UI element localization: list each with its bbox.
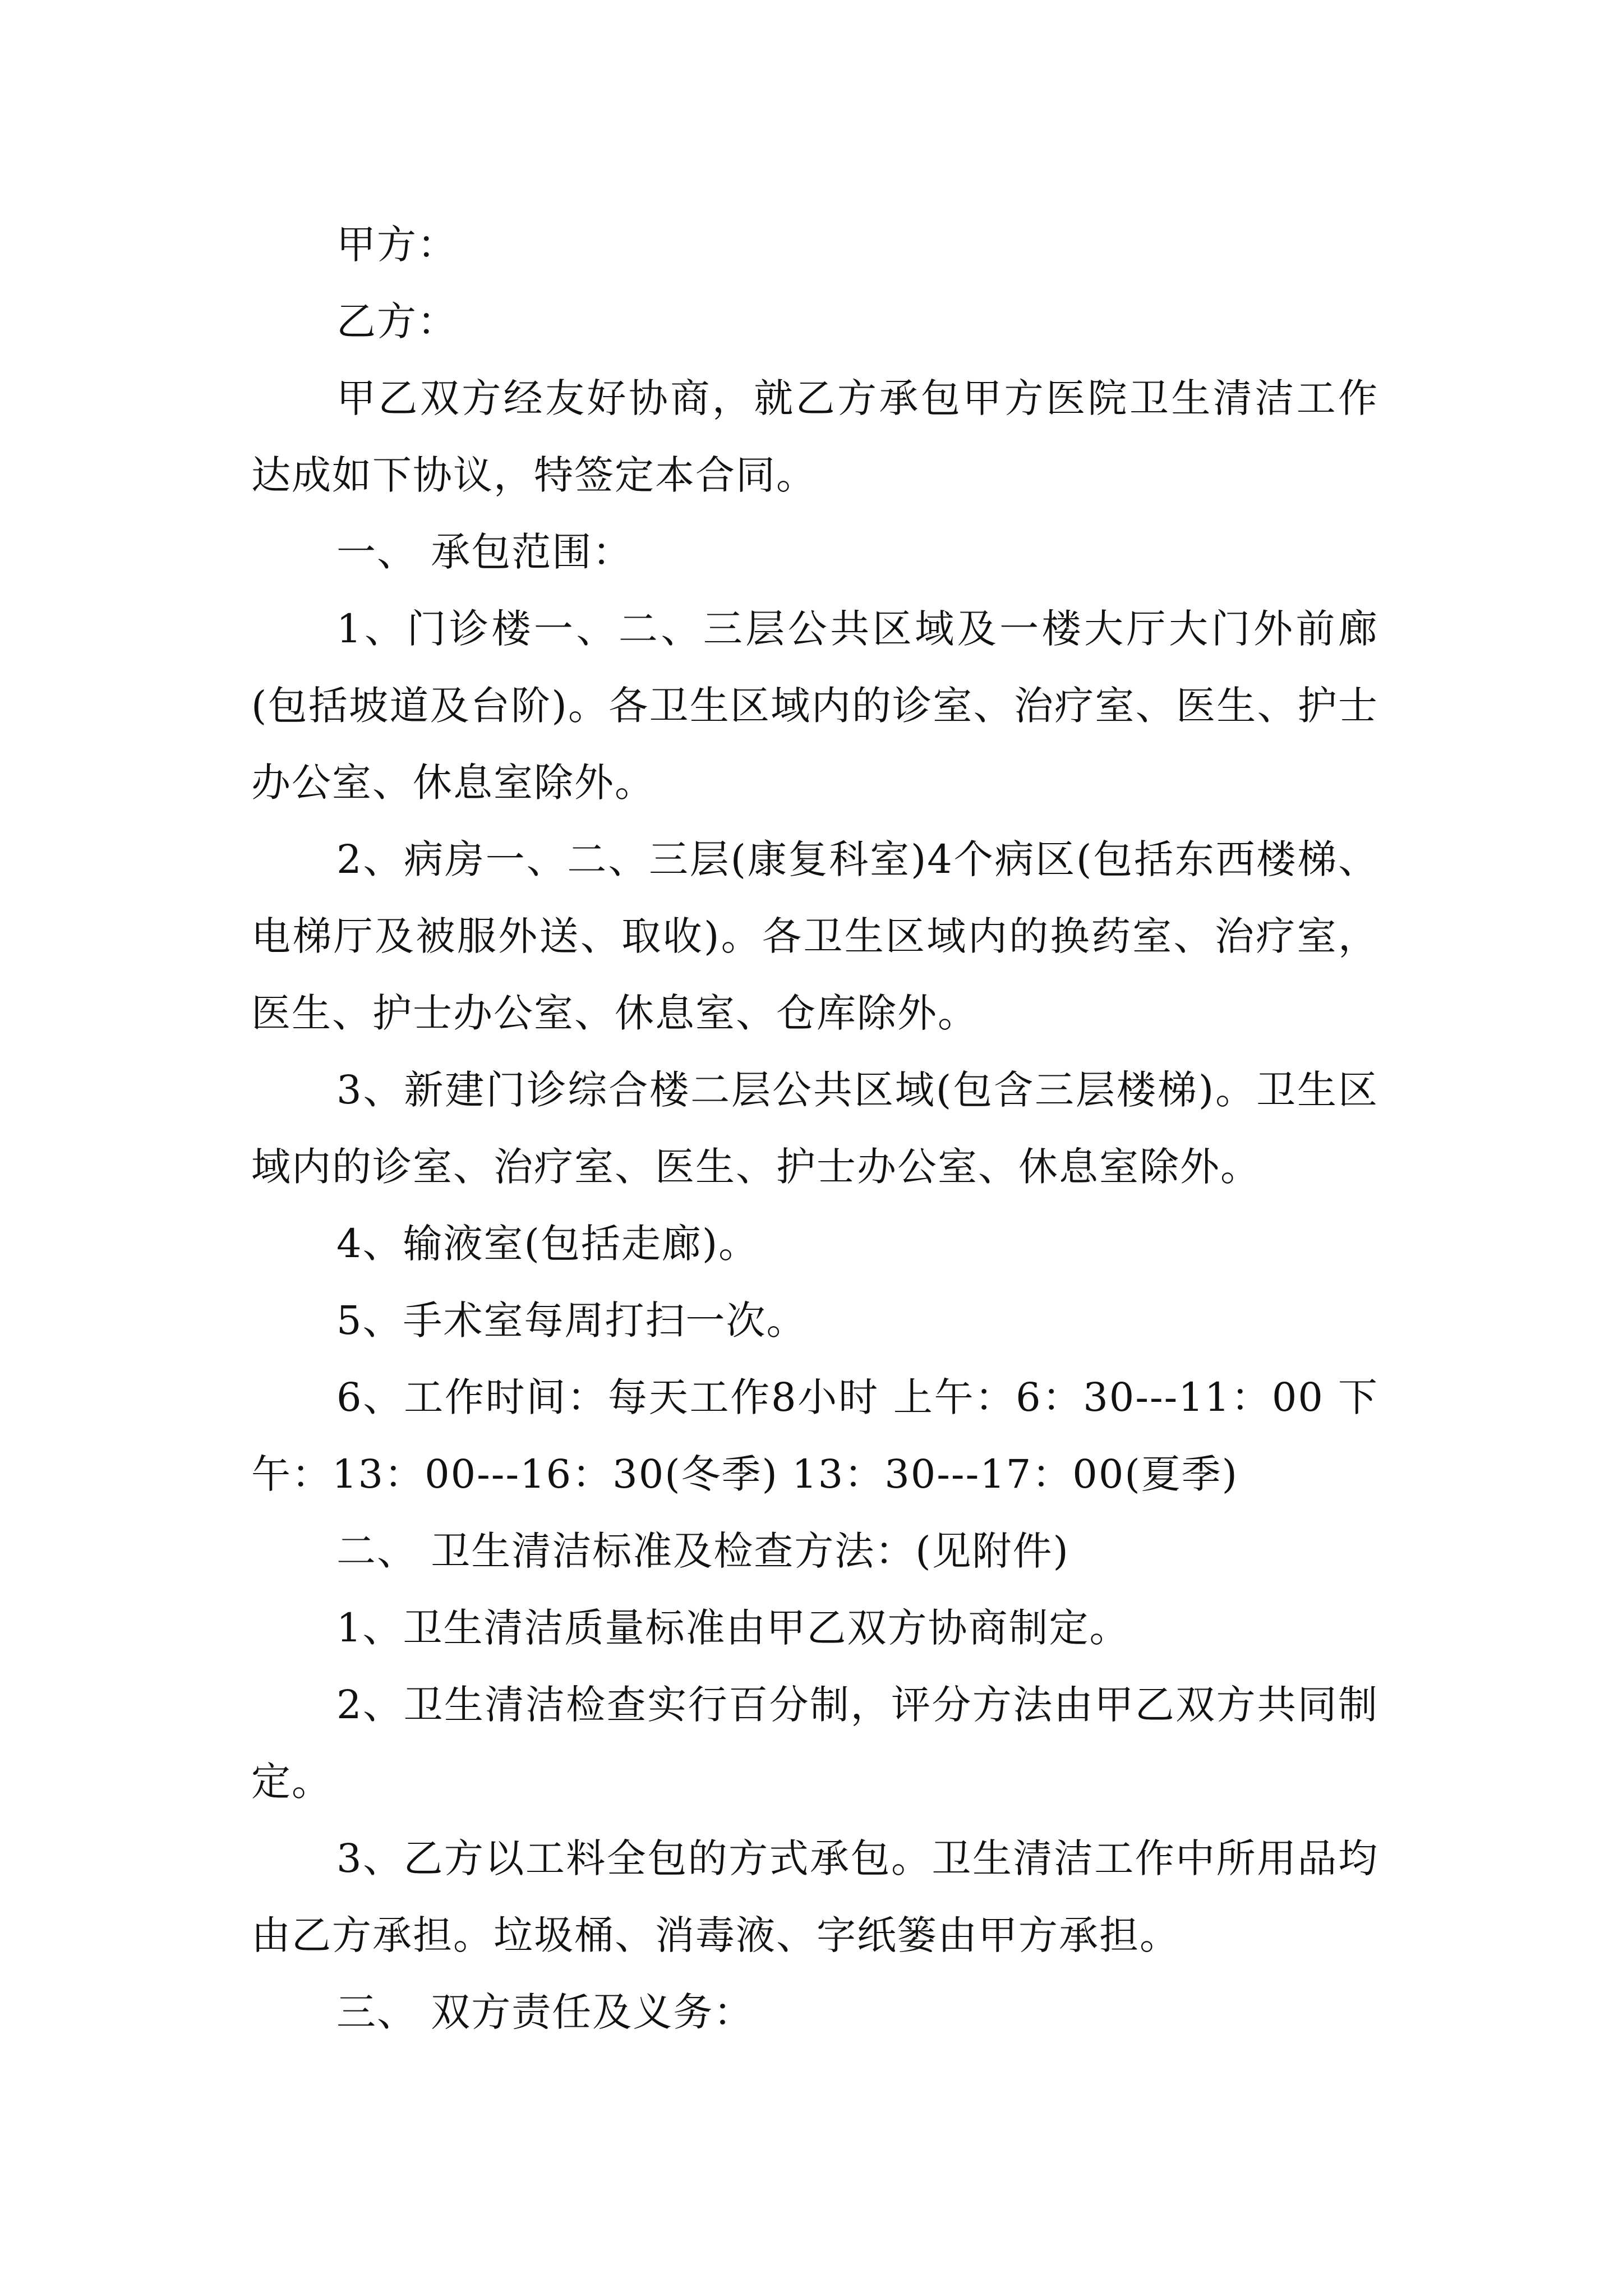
- section-heading-standards: 二、 卫生清洁标准及检查方法：(见附件): [336, 1528, 1069, 1574]
- standards-item-1: 1、卫生清洁质量标准由甲乙双方协商制定。: [336, 1605, 1130, 1651]
- scope-item-6: 6、工作时间：每天工作8小时 上午：6：30---11：00 下午：13：00---16：30(冬季) 13：30---17：00(夏季): [251, 1374, 1378, 1497]
- section-heading-scope: 一、 承包范围：: [336, 529, 633, 575]
- scope-item-2: 2、病房一、二、三层(康复科室)4个病区(包括东西楼梯、电梯厅及被服外送、取收)。各卫生区域内的换药室、治疗室，医生、护士办公室、休息室、仓库除外。: [251, 836, 1378, 1036]
- document-body: [251, 206, 1378, 2051]
- party-b-line: 乙方：: [336, 298, 458, 344]
- section-heading-responsibilities: 三、 双方责任及义务：: [336, 1989, 754, 2035]
- scope-item-3: 3、新建门诊综合楼二层公共区域(包含三层楼梯)。卫生区域内的诊室、治疗室、医生、护士办公室、休息室除外。: [251, 1067, 1378, 1190]
- preamble-paragraph: 甲乙双方经友好协商，就乙方承包甲方医院卫生清洁工作达成如下协议，特签定本合同。: [251, 375, 1378, 498]
- party-a-line: 甲方：: [336, 222, 458, 268]
- scope-item-4: 4、输液室(包括走廊)。: [336, 1221, 759, 1267]
- scope-item-5: 5、手术室每周打扫一次。: [336, 1297, 807, 1343]
- standards-item-3: 3、乙方以工料全包的方式承包。卫生清洁工作中所用品均由乙方承担。垃圾桶、消毒液、字纸篓由甲方承担。: [251, 1835, 1378, 1958]
- scope-item-1: 1、门诊楼一、二、三层公共区域及一楼大厅大门外前廊(包括坡道及台阶)。各卫生区域内的诊室、治疗室、医生、护士办公室、休息室除外。: [251, 606, 1378, 806]
- standards-item-2: 2、卫生清洁检查实行百分制，评分方法由甲乙双方共同制定。: [251, 1682, 1378, 1805]
